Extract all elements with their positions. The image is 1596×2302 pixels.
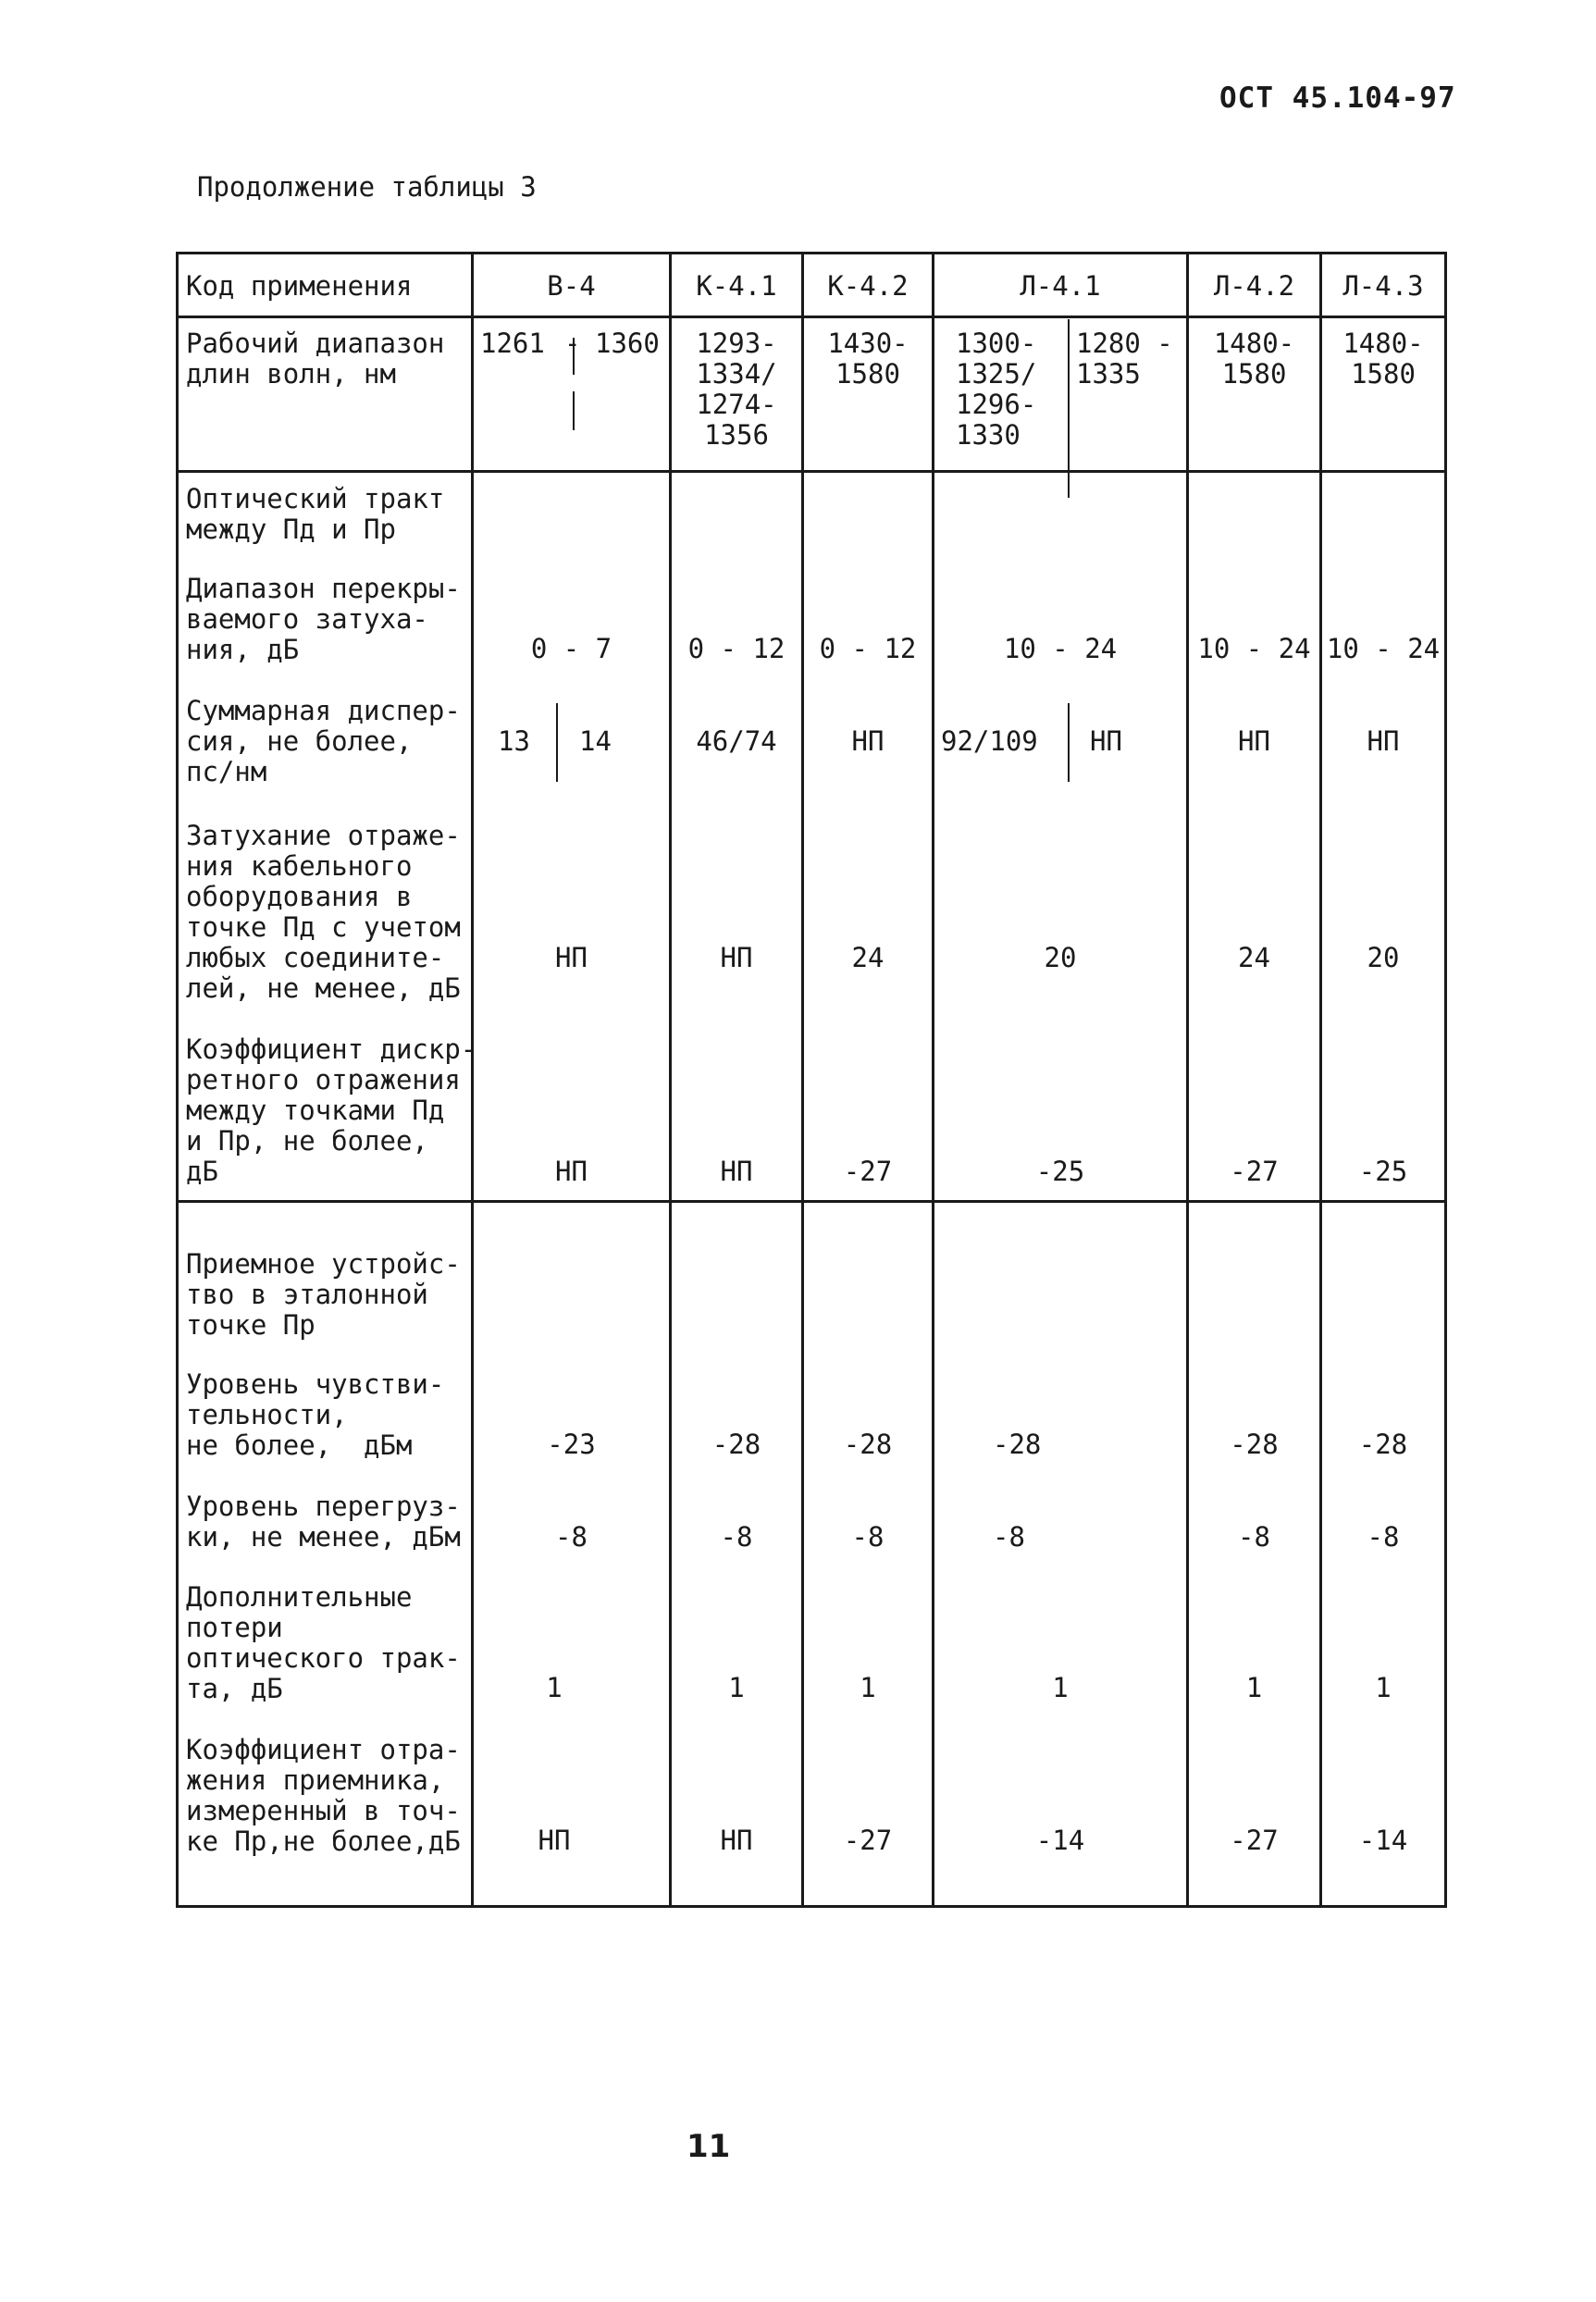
l43-overload: -8 <box>1367 1521 1400 1553</box>
document-code: ОСТ 45.104-97 <box>1219 81 1456 115</box>
k42-path-penalty: 1 <box>860 1672 876 1703</box>
l42-wavelength: 1480- 1580 <box>1213 328 1295 390</box>
l41-sensitivity: -28 <box>993 1429 1042 1460</box>
l41-return-loss: 20 <box>1044 942 1077 973</box>
b4-return-loss: НП <box>555 942 588 973</box>
l43-sensitivity: -28 <box>1358 1429 1408 1460</box>
header-divider <box>179 316 1444 318</box>
b4-discrete-reflection: НП <box>555 1156 588 1187</box>
k42-sensitivity: -28 <box>843 1429 893 1460</box>
row-label-wavelength: Рабочий диапазон длин волн, нм <box>186 328 445 390</box>
row-label-receiver-reflectance: Коэффициент отра- жения приемника, измеренный в точ- ке Пр,не более,дБ <box>186 1734 461 1857</box>
l43-discrete-reflection: -25 <box>1358 1156 1408 1187</box>
l42-sensitivity: -28 <box>1230 1429 1279 1460</box>
k41-overload: -8 <box>720 1521 753 1553</box>
column-header-b4: В-4 <box>547 270 596 302</box>
l41-dispersion-a: 92/109 <box>941 725 1038 757</box>
row-label-path-penalty: Дополнительные потери оптического трак- та, дБ <box>186 1581 461 1704</box>
k41-sensitivity: -28 <box>711 1429 761 1460</box>
l41-wavelength-b: 1280 - 1335 <box>1076 328 1173 390</box>
page-number: 11 <box>687 2128 731 2165</box>
section-title-optical-path: Оптический тракт между Пд и Пр <box>186 483 445 545</box>
l42-dispersion: НП <box>1238 725 1270 757</box>
l43-path-penalty: 1 <box>1375 1672 1392 1703</box>
k42-overload: -8 <box>851 1521 885 1553</box>
l41-dispersion-b: НП <box>1090 725 1122 757</box>
section-divider <box>179 1200 1444 1203</box>
wavelength-divider <box>179 470 1444 473</box>
b4-wavelength-dash: - <box>564 328 581 359</box>
row-label-dispersion: Суммарная диспер- сия, не более, пс/нм <box>186 695 461 787</box>
k42-wavelength: 1430- 1580 <box>827 328 909 390</box>
b4-overload: -8 <box>555 1521 588 1553</box>
col-divider-6 <box>1319 254 1322 1905</box>
l43-wavelength: 1480- 1580 <box>1342 328 1424 390</box>
column-header-l41: Л-4.1 <box>1020 270 1101 302</box>
l42-return-loss: 24 <box>1238 942 1270 973</box>
b4-dispersion-b: 14 <box>579 725 612 757</box>
l43-receiver-reflectance: -14 <box>1358 1825 1408 1856</box>
l42-receiver-reflectance: -27 <box>1230 1825 1279 1856</box>
k41-attenuation-range: 0 - 12 <box>687 633 786 664</box>
k41-discrete-reflection: НП <box>720 1156 753 1187</box>
b4-range-line <box>573 391 575 430</box>
row-label-overload: Уровень перегруз- ки, не менее, дБм <box>186 1491 461 1553</box>
l41-overload: -8 <box>993 1521 1025 1553</box>
k41-receiver-reflectance: НП <box>720 1825 753 1856</box>
b4-sensitivity: -23 <box>547 1429 596 1460</box>
b4-wavelength-low: 1261 <box>480 328 545 359</box>
k41-dispersion: 46/74 <box>696 725 777 757</box>
column-header-code: Код применения <box>186 270 413 302</box>
b4-dispersion-a: 13 <box>498 725 530 757</box>
l41-discrete-reflection: -25 <box>1035 1156 1085 1187</box>
k42-dispersion: НП <box>851 725 885 757</box>
b4-dispersion-divider <box>556 703 558 782</box>
b4-attenuation-range: 0 - 7 <box>530 633 612 664</box>
row-label-sensitivity: Уровень чувстви- тельности, не более, дБм <box>186 1368 445 1461</box>
b4-receiver-reflectance: НП <box>538 1825 571 1856</box>
column-header-l42: Л-4.2 <box>1213 270 1295 302</box>
b4-wavelength-high: 1360 <box>595 328 660 359</box>
l43-return-loss: 20 <box>1367 942 1400 973</box>
l42-discrete-reflection: -27 <box>1230 1156 1279 1187</box>
k42-receiver-reflectance: -27 <box>843 1825 893 1856</box>
col-divider-5 <box>1186 254 1189 1905</box>
column-header-k42: К-4.2 <box>827 270 909 302</box>
l42-attenuation-range: 10 - 24 <box>1197 633 1311 664</box>
col-divider-3 <box>801 254 804 1905</box>
l41-receiver-reflectance: -14 <box>1035 1825 1085 1856</box>
column-header-l43: Л-4.3 <box>1342 270 1424 302</box>
k42-attenuation-range: 0 - 12 <box>819 633 917 664</box>
section-title-receiver: Приемное устройс- тво в эталонной точке Пр <box>186 1248 461 1341</box>
row-label-discrete-reflection: Коэффициент дискр- ретного отражения между точками Пд и Пр, не более, дБ <box>186 1033 477 1187</box>
l41-path-penalty: 1 <box>1052 1672 1069 1703</box>
table-caption: Продолжение таблицы 3 <box>197 171 537 203</box>
k41-return-loss: НП <box>720 942 753 973</box>
column-header-k41: К-4.1 <box>696 270 777 302</box>
k41-wavelength: 1293- 1334/ 1274- 1356 <box>696 328 777 451</box>
l42-overload: -8 <box>1238 1521 1270 1553</box>
row-label-return-loss: Затухание отраже- ния кабельного оборудования в точке Пд с учетом любых соедините- лей, не менее, дБ <box>186 820 461 1004</box>
col-divider-2 <box>669 254 672 1905</box>
l41-dispersion-divider <box>1068 703 1070 782</box>
parameters-table <box>176 252 1447 1908</box>
col-divider-4 <box>932 254 934 1905</box>
l43-attenuation-range: 10 - 24 <box>1326 633 1441 664</box>
k42-return-loss: 24 <box>851 942 885 973</box>
row-label-attenuation-range: Диапазон перекры- ваемого затуха- ния, дБ <box>186 573 461 665</box>
k41-path-penalty: 1 <box>728 1672 745 1703</box>
b4-path-penalty: 1 <box>546 1672 563 1703</box>
k42-discrete-reflection: -27 <box>843 1156 893 1187</box>
l42-path-penalty: 1 <box>1245 1672 1263 1703</box>
l41-wavelength-a: 1300- 1325/ 1296- 1330 <box>956 328 1037 451</box>
l43-dispersion: НП <box>1367 725 1400 757</box>
l41-attenuation-range: 10 - 24 <box>1003 633 1118 664</box>
